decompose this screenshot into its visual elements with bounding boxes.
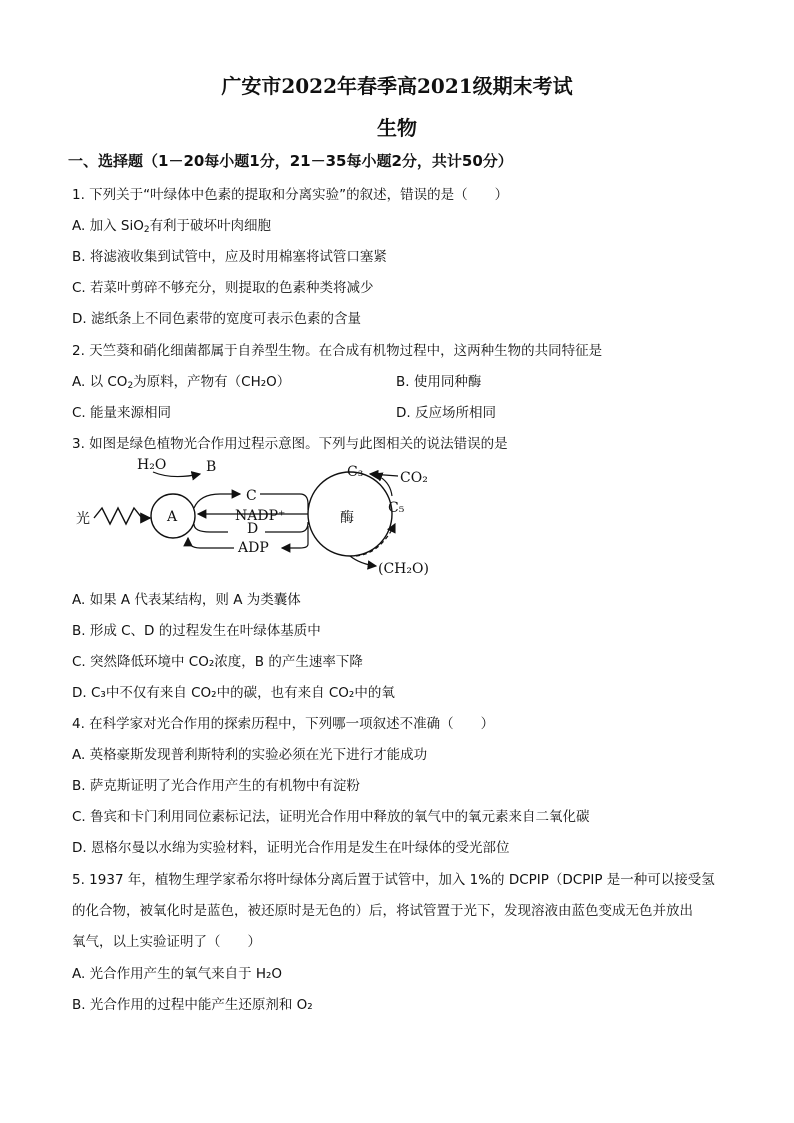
c5-to-c3-arrow	[374, 474, 392, 496]
light-wave-arrow	[94, 508, 150, 524]
a-to-c-arrow	[194, 494, 240, 508]
question-4-option-b: B. 萨克斯证明了光合作用产生的有机物中有淀粉	[72, 778, 360, 794]
question-1-option-c: C. 若菜叶剪碎不够充分，则提取的色素种类将减少	[72, 280, 374, 296]
diagram-label-ch2o: (CH₂O)	[378, 561, 429, 577]
question-3-stem: 3. 如图是绿色植物光合作用过程示意图。下列与此图相关的说法错误的是	[72, 436, 508, 452]
diagram-label-d: D	[247, 521, 259, 537]
question-5-stem-line-2: 的化合物，被氧化时是蓝色，被还原时是无色的）后，将试管置于光下，发现溶液由蓝色变成无色并放出	[72, 903, 693, 919]
question-5-stem-line-3: 氧气，以上实验证明了（ ）	[72, 934, 261, 950]
diagram-label-a: A	[167, 509, 178, 525]
diagram-label-c3: C₃	[347, 464, 364, 480]
diagram-label-c: C	[246, 488, 257, 504]
diagram-label-nadp: NADP⁺	[235, 508, 286, 524]
question-5-option-b: B. 光合作用的过程中能产生还原剂和 O₂	[72, 997, 313, 1013]
question-3-option-c: C. 突然降低环境中 CO₂浓度，B 的产生速率下降	[72, 654, 363, 670]
question-1-option-a: A. 加入 SiO$_2$有利于破坏叶肉细胞	[72, 218, 272, 235]
question-2-option-c: C. 能量来源相同	[72, 405, 172, 421]
subject-title: 生物	[377, 116, 417, 140]
question-4-option-a: A. 英格豪斯发现普利斯特利的实验必须在光下进行才能成功	[72, 747, 428, 763]
adp-return-arrow	[282, 526, 308, 548]
question-4-option-c: C. 鲁宾和卡门利用同位素标记法，证明光合作用中释放的氧气中的氧元素来自二氧化碳	[72, 809, 590, 825]
section-heading: 一、选择题（1－20每小题1分，21－35每小题2分，共计50分）	[68, 152, 513, 170]
question-2-option-b: B. 使用同种酶	[396, 374, 482, 390]
question-4-stem: 4. 在科学家对光合作用的探索历程中，下列哪一项叙述不准确（ ）	[72, 716, 495, 732]
question-3-option-a: A. 如果 A 代表某结构，则 A 为类囊体	[72, 592, 301, 608]
diagram-label-adp: ADP	[238, 540, 269, 556]
question-2-stem: 2. 天竺葵和硝化细菌都属于自养型生物。在合成有机物过程中，这两种生物的共同特征是	[72, 343, 603, 359]
question-1-option-d: D. 滤纸条上不同色素带的宽度可表示色素的含量	[72, 311, 361, 327]
question-5-stem-line-1: 5. 1937 年，植物生理学家希尔将叶绿体分离后置于试管中，加入 1%的 DCPIP（DCPIP 是一种可以接受氢	[72, 872, 715, 888]
diagram-label-co2: CO₂	[400, 470, 428, 486]
diagram-label-light: 光	[76, 511, 90, 527]
question-5-option-a: A. 光合作用产生的氧气来自于 H₂O	[72, 966, 283, 982]
to-ch2o-arrow	[350, 556, 376, 566]
question-3-option-d: D. C₃中不仅有来自 CO₂中的碳，也有来自 CO₂中的氧	[72, 685, 395, 701]
question-2-option-a: A. 以 $CO_2$为原料，产物有（CH₂O）	[72, 374, 291, 391]
photosynthesis-diagram	[60, 452, 460, 582]
question-3-option-b: B. 形成 C、D 的过程发生在叶绿体基质中	[72, 623, 321, 639]
diagram-label-b: B	[206, 459, 217, 475]
question-1-option-b: B. 将滤液收集到试管中，应及时用棉塞将试管口塞紧	[72, 249, 387, 265]
question-4-option-d: D. 恩格尔曼以水绵为实验材料，证明光合作用是发生在叶绿体的受光部位	[72, 840, 510, 856]
question-2-option-d: D. 反应场所相同	[396, 405, 496, 421]
a-to-d-line	[194, 524, 228, 532]
diagram-label-c5: C₅	[388, 500, 405, 516]
adp-to-a-arrow	[188, 538, 234, 548]
question-1-stem: 1. 下列关于“叶绿体中色素的提取和分离实验”的叙述，错误的是（ ）	[72, 187, 509, 203]
page-title: 广安市2022年春季高2021级期末考试	[221, 74, 573, 98]
diagram-label-h2o: H₂O	[137, 457, 167, 473]
diagram-label-enzyme: 酶	[340, 510, 354, 526]
